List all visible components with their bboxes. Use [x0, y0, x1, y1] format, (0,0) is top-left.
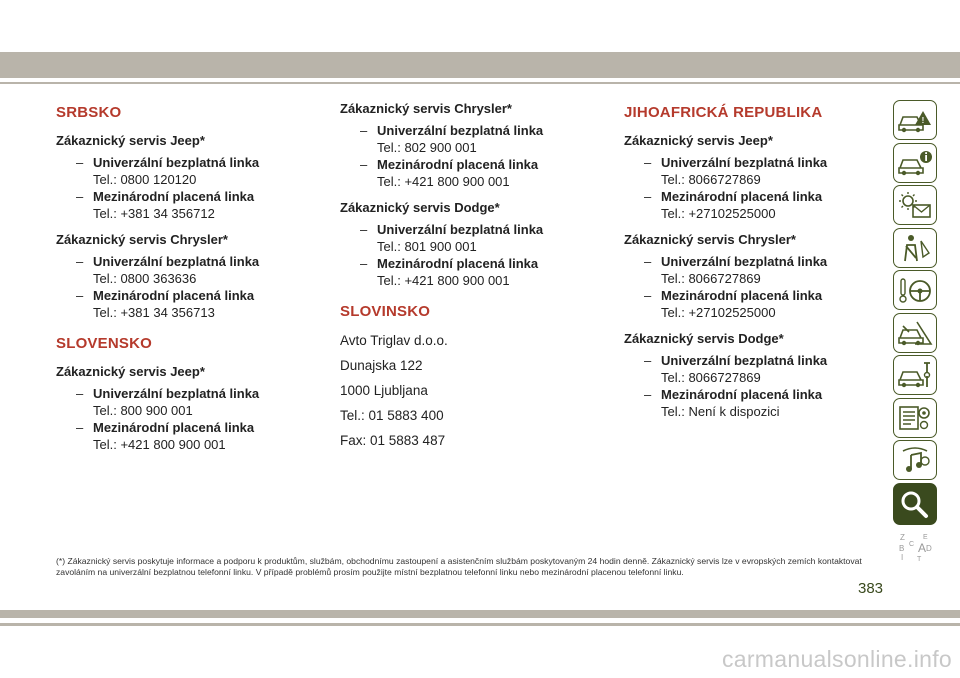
- address-line: Avto Triglav d.o.o.: [340, 333, 448, 348]
- contact-item: – Univerzální bezplatná linka Tel.: 801 900 001: [360, 222, 544, 254]
- service-heading: Zákaznický servis Jeep*: [56, 133, 205, 148]
- car-info-icon: [897, 148, 933, 178]
- footnote: (*) Zákaznický servis poskytuje informace a podporu k produktům, službám, obchodnímu zastoupení a asistenčním službám poskytovaným 24 hodin denně. Zákaznický servis lze v evropských zemích kontaktovat zavoláním na univerzální bezplatnou telefonní linku. V případě problémů prosím použijte místní bezplatnou telefonní linku nebo mezinárodní placenou telefonní linku.: [56, 556, 862, 577]
- chapter-tabs: [893, 100, 939, 570]
- service-heading: Zákaznický servis Jeep*: [624, 133, 773, 148]
- service-heading: Zákaznický servis Chrysler*: [340, 101, 512, 116]
- contact-group: [340, 200, 600, 289]
- header-bar: [0, 52, 960, 78]
- section-heading-slovensko: SLOVENSKO: [56, 335, 152, 352]
- tab-seatbelt-airbag[interactable]: [893, 228, 937, 268]
- address-line: Fax: 01 5883 487: [340, 433, 446, 448]
- service-heading: Zákaznický servis Dodge*: [340, 200, 500, 215]
- header-rule: [0, 82, 960, 84]
- contact-group: [624, 133, 884, 222]
- footer-bar: [0, 610, 960, 618]
- contact-group: [56, 364, 316, 453]
- address-line: 1000 Ljubljana: [340, 383, 428, 398]
- tab-steering-wheel[interactable]: [893, 270, 937, 310]
- contact-item: – Univerzální bezplatná linka Tel.: 8066727869: [644, 155, 828, 187]
- contact-item: – Mezinárodní placená linka Tel.: Není k dispozici: [644, 387, 823, 419]
- index-letter: B: [899, 544, 905, 553]
- car-service-icon: [897, 360, 933, 390]
- service-heading: Zákaznický servis Jeep*: [56, 364, 205, 379]
- alphabet-index-icon: [897, 532, 933, 562]
- contact-group: [56, 133, 316, 222]
- tab-alphabet-index[interactable]: [893, 527, 937, 567]
- contact-item: – Univerzální bezplatná linka Tel.: 8066727869: [644, 353, 828, 385]
- index-letter: A: [918, 541, 927, 555]
- contact-item: – Univerzální bezplatná linka Tel.: 800 900 001: [76, 386, 260, 418]
- address-line: Tel.: 01 5883 400: [340, 408, 444, 423]
- contact-group: [56, 232, 316, 321]
- contact-item: – Univerzální bezplatná linka Tel.: 0800 363636: [76, 254, 260, 286]
- contact-group: [624, 331, 884, 420]
- index-letter: T: [917, 556, 922, 562]
- watermark: carmanualsonline.info: [721, 646, 952, 672]
- section-heading-slovinsko: SLOVINSKO: [340, 303, 431, 320]
- seatbelt-airbag-icon: [897, 233, 933, 263]
- column-left: [56, 100, 316, 463]
- car-emergency-icon: [897, 318, 933, 348]
- contact-item: – Mezinárodní placená linka Tel.: +27102525000: [644, 288, 823, 320]
- contact-item: – Mezinárodní placená linka Tel.: +421 800 900 001: [360, 157, 539, 189]
- contact-item: – Mezinárodní placená linka Tel.: +27102525000: [644, 189, 823, 221]
- contact-item: – Mezinárodní placená linka Tel.: +381 34 356713: [76, 288, 255, 320]
- contact-item: – Univerzální bezplatná linka Tel.: 8066727869: [644, 254, 828, 286]
- contact-item: – Mezinárodní placená linka Tel.: +421 800 900 001: [360, 256, 539, 288]
- index-letter: I: [901, 553, 904, 562]
- contact-item: – Univerzální bezplatná linka Tel.: 802 900 001: [360, 123, 544, 155]
- column-right: [624, 100, 884, 430]
- contact-group: [340, 101, 600, 190]
- tab-dashboard-lights[interactable]: [893, 185, 937, 225]
- tab-car-warning[interactable]: [893, 100, 937, 140]
- tab-search-index[interactable]: [893, 483, 937, 525]
- steering-wheel-icon: [897, 275, 933, 305]
- dashboard-lights-icon: [897, 190, 933, 220]
- contact-item: – Mezinárodní placená linka Tel.: +421 800 900 001: [76, 420, 255, 452]
- tab-technical-data[interactable]: [893, 398, 937, 438]
- address-line: Dunajska 122: [340, 358, 423, 373]
- index-letter: Z: [900, 533, 905, 542]
- service-heading: Zákaznický servis Dodge*: [624, 331, 784, 346]
- search-index-icon: [897, 489, 933, 519]
- svg-text:!: !: [921, 116, 925, 125]
- section-heading-jihoafricka-republika: JIHOAFRICKÁ REPUBLIKA: [624, 104, 823, 121]
- service-heading: Zákaznický servis Chrysler*: [624, 232, 796, 247]
- footer-rule: [0, 623, 960, 626]
- tab-car-info[interactable]: [893, 143, 937, 183]
- contact-group: [624, 232, 884, 321]
- column-middle: [340, 101, 600, 457]
- car-warning-icon: [897, 105, 933, 135]
- index-letter: E: [923, 534, 928, 541]
- multimedia-icon: [897, 445, 933, 475]
- tab-multimedia[interactable]: [893, 440, 937, 480]
- index-letter: C: [909, 541, 915, 548]
- page-number: 383: [858, 580, 884, 597]
- section-heading-srbsko: SRBSKO: [56, 104, 122, 121]
- tab-car-service[interactable]: [893, 355, 937, 395]
- tab-car-emergency[interactable]: [893, 313, 937, 353]
- contact-item: – Univerzální bezplatná linka Tel.: 0800 120120: [76, 155, 260, 187]
- contact-item: – Mezinárodní placená linka Tel.: +381 34 356712: [76, 189, 255, 221]
- service-heading: Zákaznický servis Chrysler*: [56, 232, 228, 247]
- index-letter: D: [926, 544, 932, 553]
- technical-data-icon: [897, 403, 933, 433]
